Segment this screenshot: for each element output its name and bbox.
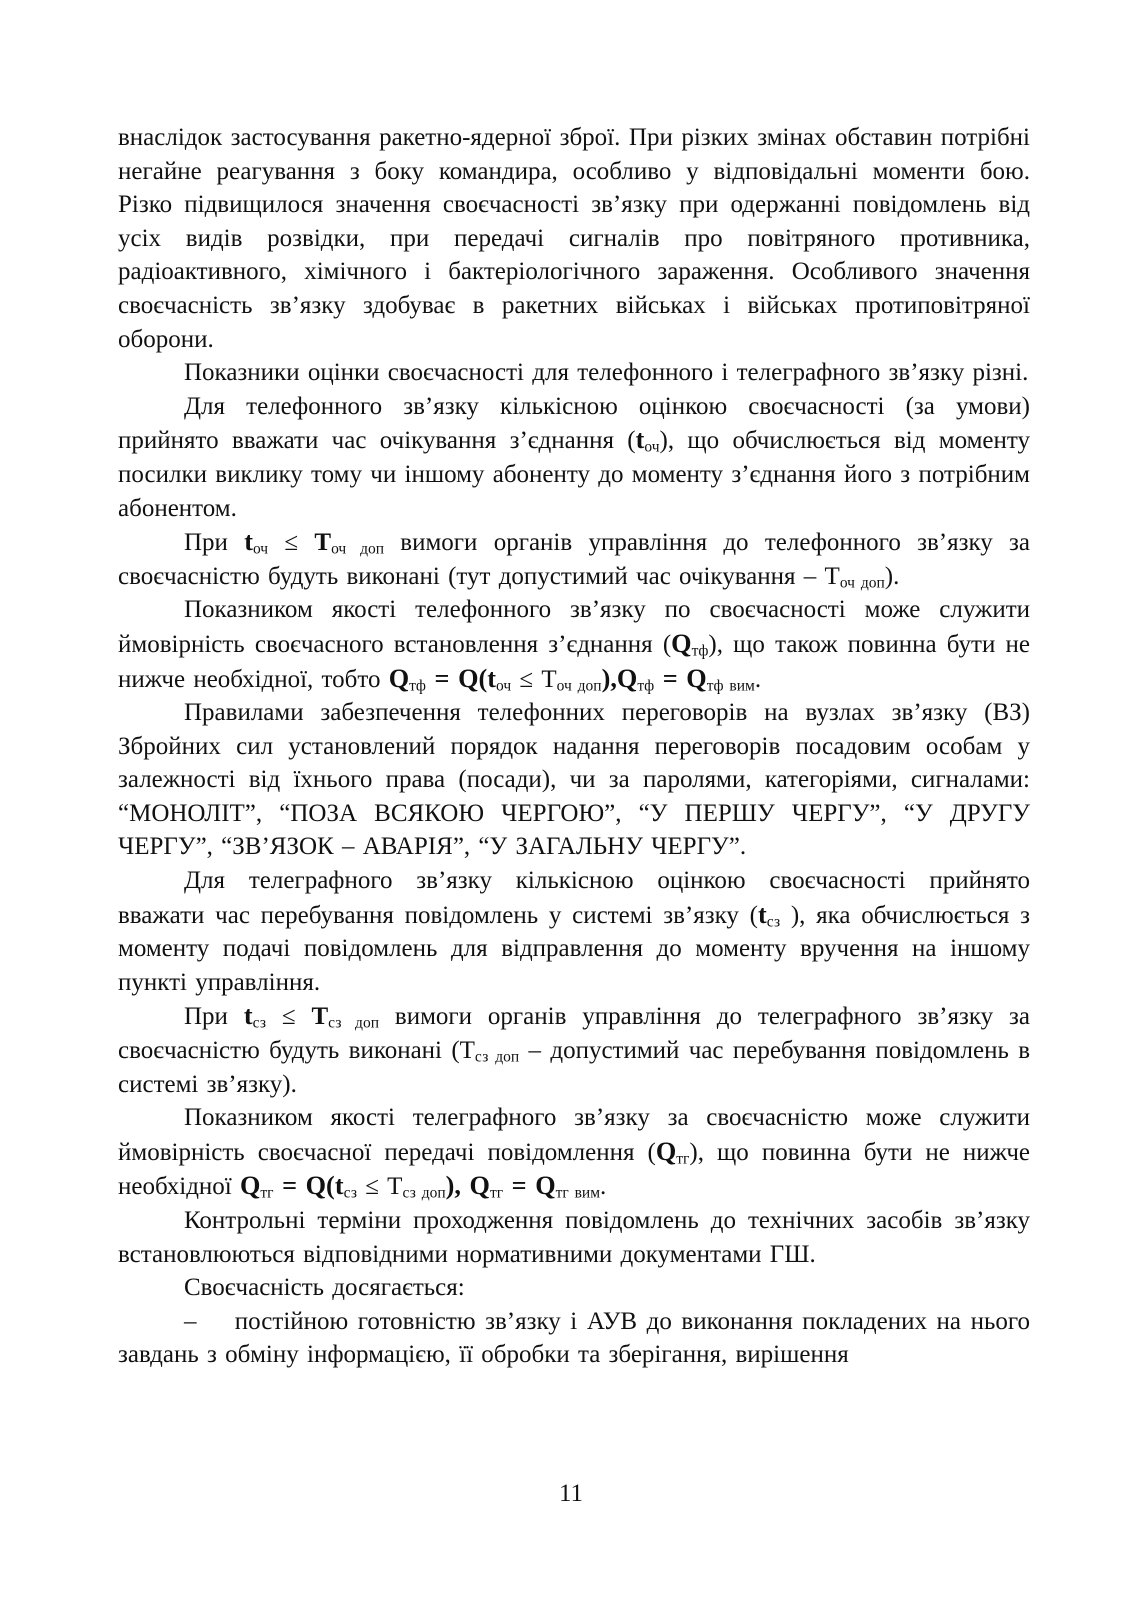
text-run: вимоги органів управління до телеграфного зв’язку за своєчасністю будуть виконані (Т — [118, 1003, 1030, 1065]
formula-subscript: оч доп — [839, 574, 885, 592]
formula-symbol: Q( — [305, 1171, 335, 1201]
text-run: ), яка обчислюється з моменту подачі повідомлень для відправлення до моменту вручення на іншому пункті управління. — [118, 901, 1031, 996]
formula-subscript: оч — [496, 676, 512, 694]
paragraph-list-item-readiness — [118, 1305, 1030, 1372]
formula-subscript: тг — [676, 1150, 690, 1168]
formula-subscript: тф — [691, 642, 709, 660]
formula-subscript: сз — [766, 913, 781, 931]
paragraph-telephone-condition — [118, 525, 1030, 593]
paragraph-telephone-quality — [118, 593, 1030, 696]
formula-subscript: сз — [252, 1014, 266, 1032]
paragraph-timeliness-achieved — [118, 1271, 1030, 1305]
formula-subscript: тг вим — [555, 1184, 601, 1202]
text-run: Для телефонного зв’язку кількісною оцінкою своєчасності (за умови) прийнято вважати час очікування з’єднання ( — [118, 392, 1030, 455]
formula-symbol: = — [503, 1171, 536, 1201]
page-number: 11 — [558, 1480, 584, 1507]
text-run: – допустимий час перебування повідомлень в системі зв’язку). — [118, 1037, 1031, 1098]
text-run: . — [600, 1173, 607, 1201]
paragraph-telegraph-measure — [118, 864, 1030, 999]
formula-symbol: t — [243, 1001, 253, 1031]
formula-symbol: = — [425, 663, 459, 693]
text-run: Контрольні терміни проходження повідомлень до технічних засобів зв’язку встановлюються відповідними нормативними документами ГШ. — [118, 1207, 1030, 1268]
paragraph-telegraph-quality — [118, 1101, 1030, 1204]
text-run: ), що повинна бути не нижче необхідної — [118, 1138, 1030, 1201]
text-run: ≤ Т — [511, 665, 557, 693]
paragraph-rules — [118, 696, 1030, 864]
text-run: Показником якості телефонного зв’язку по своєчасності може служити ймовірність своєчасного встановлення з’єднання ( — [118, 596, 1030, 658]
document-body — [118, 121, 1030, 1372]
formula-symbol: Q — [535, 1171, 556, 1201]
formula-symbol: = — [273, 1171, 306, 1201]
formula-subscript: тф вим — [706, 676, 755, 694]
text-run: Показником якості телеграфного зв’язку за своєчасністю може служити ймовірність своєчасної передачі повідомлення ( — [118, 1104, 1030, 1166]
formula-subscript: тф — [637, 676, 655, 694]
text-run: При — [184, 1003, 244, 1031]
text-run: ≤ — [265, 1003, 312, 1031]
paragraph-continuation — [118, 121, 1030, 356]
formula-symbol: ), — [601, 663, 617, 693]
formula-symbol: Т — [311, 1003, 329, 1031]
formula-symbol: Q — [671, 628, 692, 658]
formula-symbol: t — [334, 1171, 344, 1201]
paragraph-telegraph-condition — [118, 999, 1030, 1101]
formula-subscript: оч доп — [556, 676, 602, 694]
text-run: . — [754, 665, 762, 693]
text-run: При — [184, 529, 245, 557]
paragraph-telephone-measure — [118, 390, 1030, 525]
formula-subscript: тф — [409, 676, 426, 694]
formula-symbol: Q — [616, 663, 638, 693]
formula-symbol: t — [487, 663, 496, 693]
text-run: ), що обчислюється від моменту посилки виклику тому чи іншому абоненту до моменту з’єднання його з потрібним абонентом. — [118, 427, 1030, 522]
formula-symbol: Q — [469, 1171, 490, 1201]
formula-subscript: оч — [252, 540, 269, 558]
formula-symbol: Q — [388, 663, 410, 693]
text-run: вимоги органів управління до телефонного зв’язку за своєчасністю будуть виконані (тут допустимий час очікування – Т — [118, 529, 1030, 590]
text-run: ≤ Т — [356, 1173, 403, 1201]
text-run: внаслідок застосування ракетно-ядерної зброї. При різких змінах обставин потрібні негайне реагування з боку командира, особливо у відповідальні моменти бою. Різко підвищилося значення своєчасності зв’язку при одержанні повідомлень від усіх видів розвідки, при передачі сигналів про повітряного противника, радіоактивного, хімічного і бактеріологічного зараження. Особливого значення своєчасність зв’язку здобуває в ракетних військах і військах протиповітряної оборони. — [118, 124, 1030, 353]
formula-subscript: сз доп — [402, 1184, 446, 1202]
formula-subscript: оч доп — [331, 540, 385, 558]
formula-symbol: Q — [239, 1171, 261, 1201]
text-run: ). — [884, 562, 900, 590]
paragraph-control-terms — [118, 1204, 1030, 1271]
formula-subscript: сз — [343, 1184, 357, 1202]
formula-symbol: Т — [314, 529, 332, 557]
paragraph-indicators — [118, 356, 1030, 390]
formula-symbol: t — [244, 527, 253, 557]
formula-subscript: сз доп — [328, 1014, 379, 1032]
formula-symbol: ), — [445, 1171, 470, 1201]
formula-symbol: Q — [655, 1136, 677, 1166]
formula-symbol: t — [635, 425, 645, 455]
text-run: Правилами забезпечення телефонних переговорів на вузлах зв’язку (ВЗ) Збройних сил установлений порядок надання переговорів посадовим особам у залежності від їхнього права (посади), чи за паролями, категоріями, сигналами: “МОНОЛІТ”, “ПОЗА ВСЯКОЮ ЧЕРГОЮ”, “У ПЕРШУ ЧЕРГУ”, “У ДРУГУ ЧЕРГУ”, “ЗВ’ЯЗОК – АВАРІЯ”, “У ЗАГАЛЬНУ ЧЕРГУ”. — [118, 699, 1030, 861]
text-run: ≤ — [268, 529, 315, 557]
formula-symbol: t — [757, 899, 767, 929]
text-run: Для телеграфного зв’язку кількісною оцінкою своєчасності прийнято вважати час перебування повідомлень у системі зв’язку ( — [118, 867, 1030, 929]
formula-symbol: Q — [686, 663, 707, 693]
text-run: Показники оцінки своєчасності для телефонного і телеграфного зв’язку різні. — [184, 359, 1029, 387]
formula-symbol: = — [654, 663, 687, 693]
formula-subscript: сз доп — [474, 1048, 520, 1066]
formula-subscript: тг — [260, 1184, 274, 1202]
text-run: ), що також повинна бути не нижче необхідної, тобто — [118, 630, 1030, 693]
text-run: Своєчасність досягається: — [184, 1274, 465, 1302]
text-run: – постійною готовністю зв’язку і АУВ до виконання покладених на нього завдань з обміну інформацією, її обробки та зберігання, вирішення — [118, 1307, 1030, 1369]
formula-subscript: тг — [489, 1184, 504, 1202]
formula-subscript: оч — [644, 438, 660, 456]
formula-symbol: Q( — [458, 663, 488, 693]
